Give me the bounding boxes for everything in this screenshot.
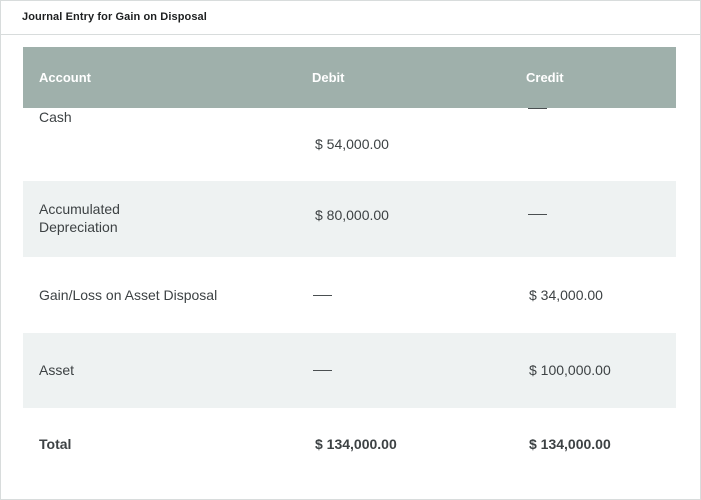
credit-empty-dash [528, 214, 547, 215]
table-row [23, 108, 676, 181]
account-cell: Gain/Loss on Asset Disposal [39, 287, 218, 303]
account-cell [39, 200, 120, 236]
account-cell-line-1: Accumulated [39, 201, 120, 217]
column-header-credit: Credit [526, 70, 564, 85]
credit-empty-dash [528, 108, 547, 109]
debit-empty-dash [313, 370, 332, 371]
debit-empty-dash [313, 295, 332, 296]
account-cell: Asset [39, 362, 75, 378]
table-header-row [23, 47, 676, 108]
credit-cell: $ 100,000.00 [529, 362, 611, 378]
card-header [1, 1, 700, 35]
table-row [23, 181, 676, 257]
card-title: Journal Entry for Gain on Disposal [22, 11, 207, 23]
debit-cell: $ 80,000.00 [315, 207, 389, 223]
total-credit: $ 134,000.00 [529, 436, 611, 452]
table-row [23, 257, 676, 333]
journal-entry-table [23, 47, 676, 481]
table-row [23, 333, 676, 408]
debit-cell: $ 54,000.00 [315, 136, 389, 152]
account-cell: Cash [39, 109, 72, 125]
column-header-account: Account [39, 70, 91, 85]
table-total-row [23, 408, 676, 481]
credit-cell: $ 34,000.00 [529, 287, 603, 303]
account-cell-line-2: Depreciation [39, 219, 118, 235]
column-header-debit: Debit [312, 70, 345, 85]
total-label: Total [39, 436, 72, 452]
total-debit: $ 134,000.00 [315, 436, 397, 452]
